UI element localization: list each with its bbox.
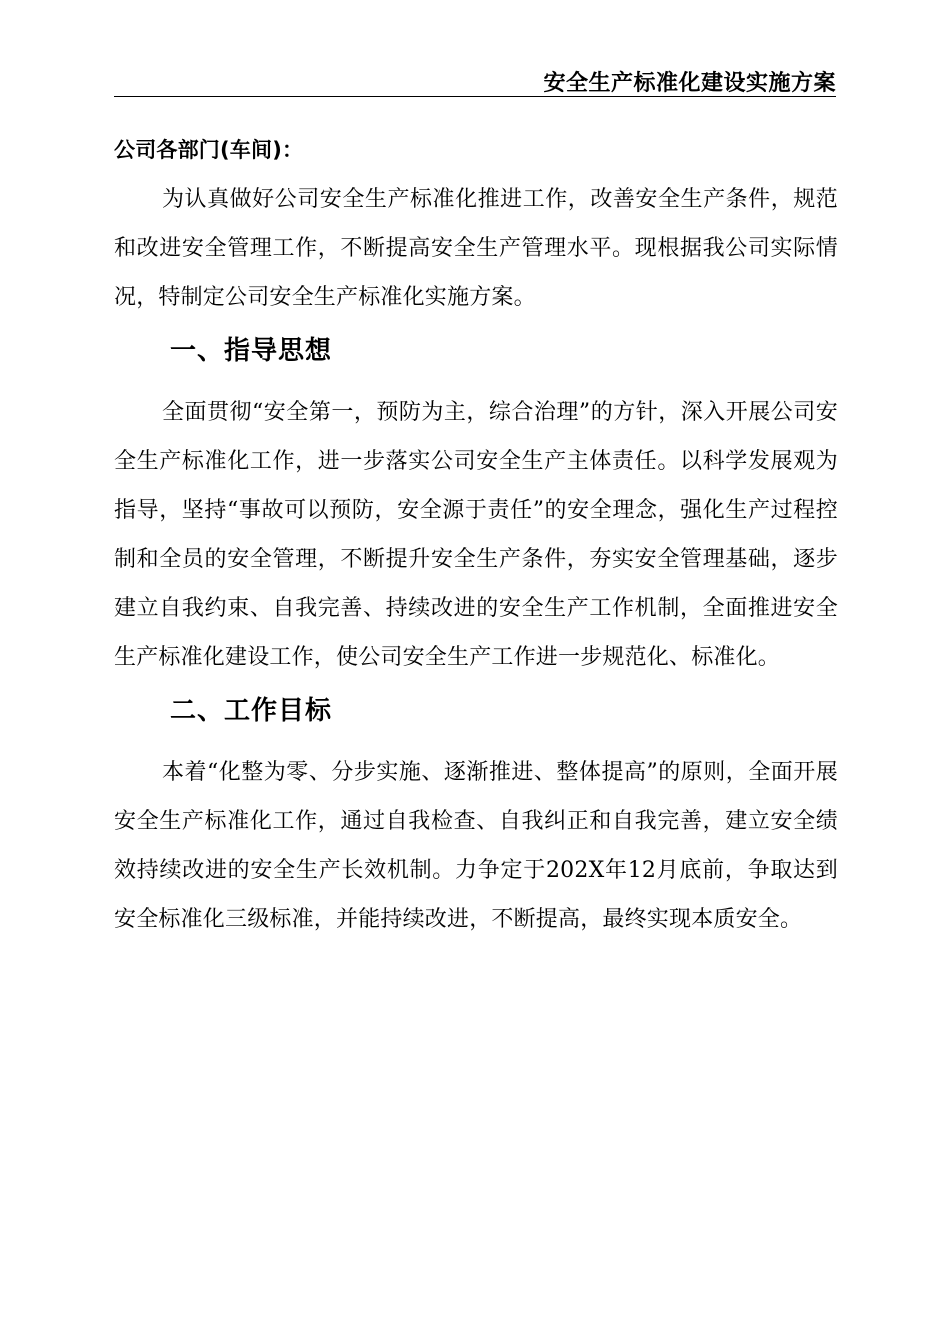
section-paragraph-work-goals: 本着“化整为零、分步实施、逐渐推进、整体提高”的原则，全面开展安全生产标准化工作，通过自我检查、自我纠正和自我完善，建立安全绩效持续改进的安全生产长效机制。力争定于202X年12月底前，争取达到安全标准化三级标准，并能持续改进，不断提高，最终实现本质安全。 [114,760,838,932]
intro-paragraph: 为认真做好公司安全生产标准化推进工作，改善安全生产条件，规范和改进安全管理工作，不断提高安全生产管理水平。现根据我公司实际情况，特制定公司安全生产标准化实施方案。 [114,187,838,310]
spacer [114,380,838,388]
section-paragraph-guiding-ideology: 全面贯彻“安全第一，预防为主，综合治理”的方针，深入开展公司安全生产标准化工作，进一步落实公司安全生产主体责任。以科学发展观为指导，坚持“事故可以预防，安全源于责任”的安全理念，强化生产过程控制和全员的安全管理，不断提升安全生产条件，夯实安全管理基础，逐步建立自我约束、自我完善、持续改进的安全生产工作机制，全面推进安全生产标准化建设工作，使公司安全生产工作进一步规范化、标准化。 [114,400,838,670]
running-header-title: 安全生产标准化建设实施方案 [543,71,836,96]
spacer [114,740,838,748]
salutation: 公司各部门(车间)： [114,138,304,162]
section-heading-guiding-ideology: 一、指导思想 [170,336,333,366]
document-body [114,126,838,944]
header-divider [114,96,836,97]
section-heading-work-goals: 二、工作目标 [170,696,333,726]
